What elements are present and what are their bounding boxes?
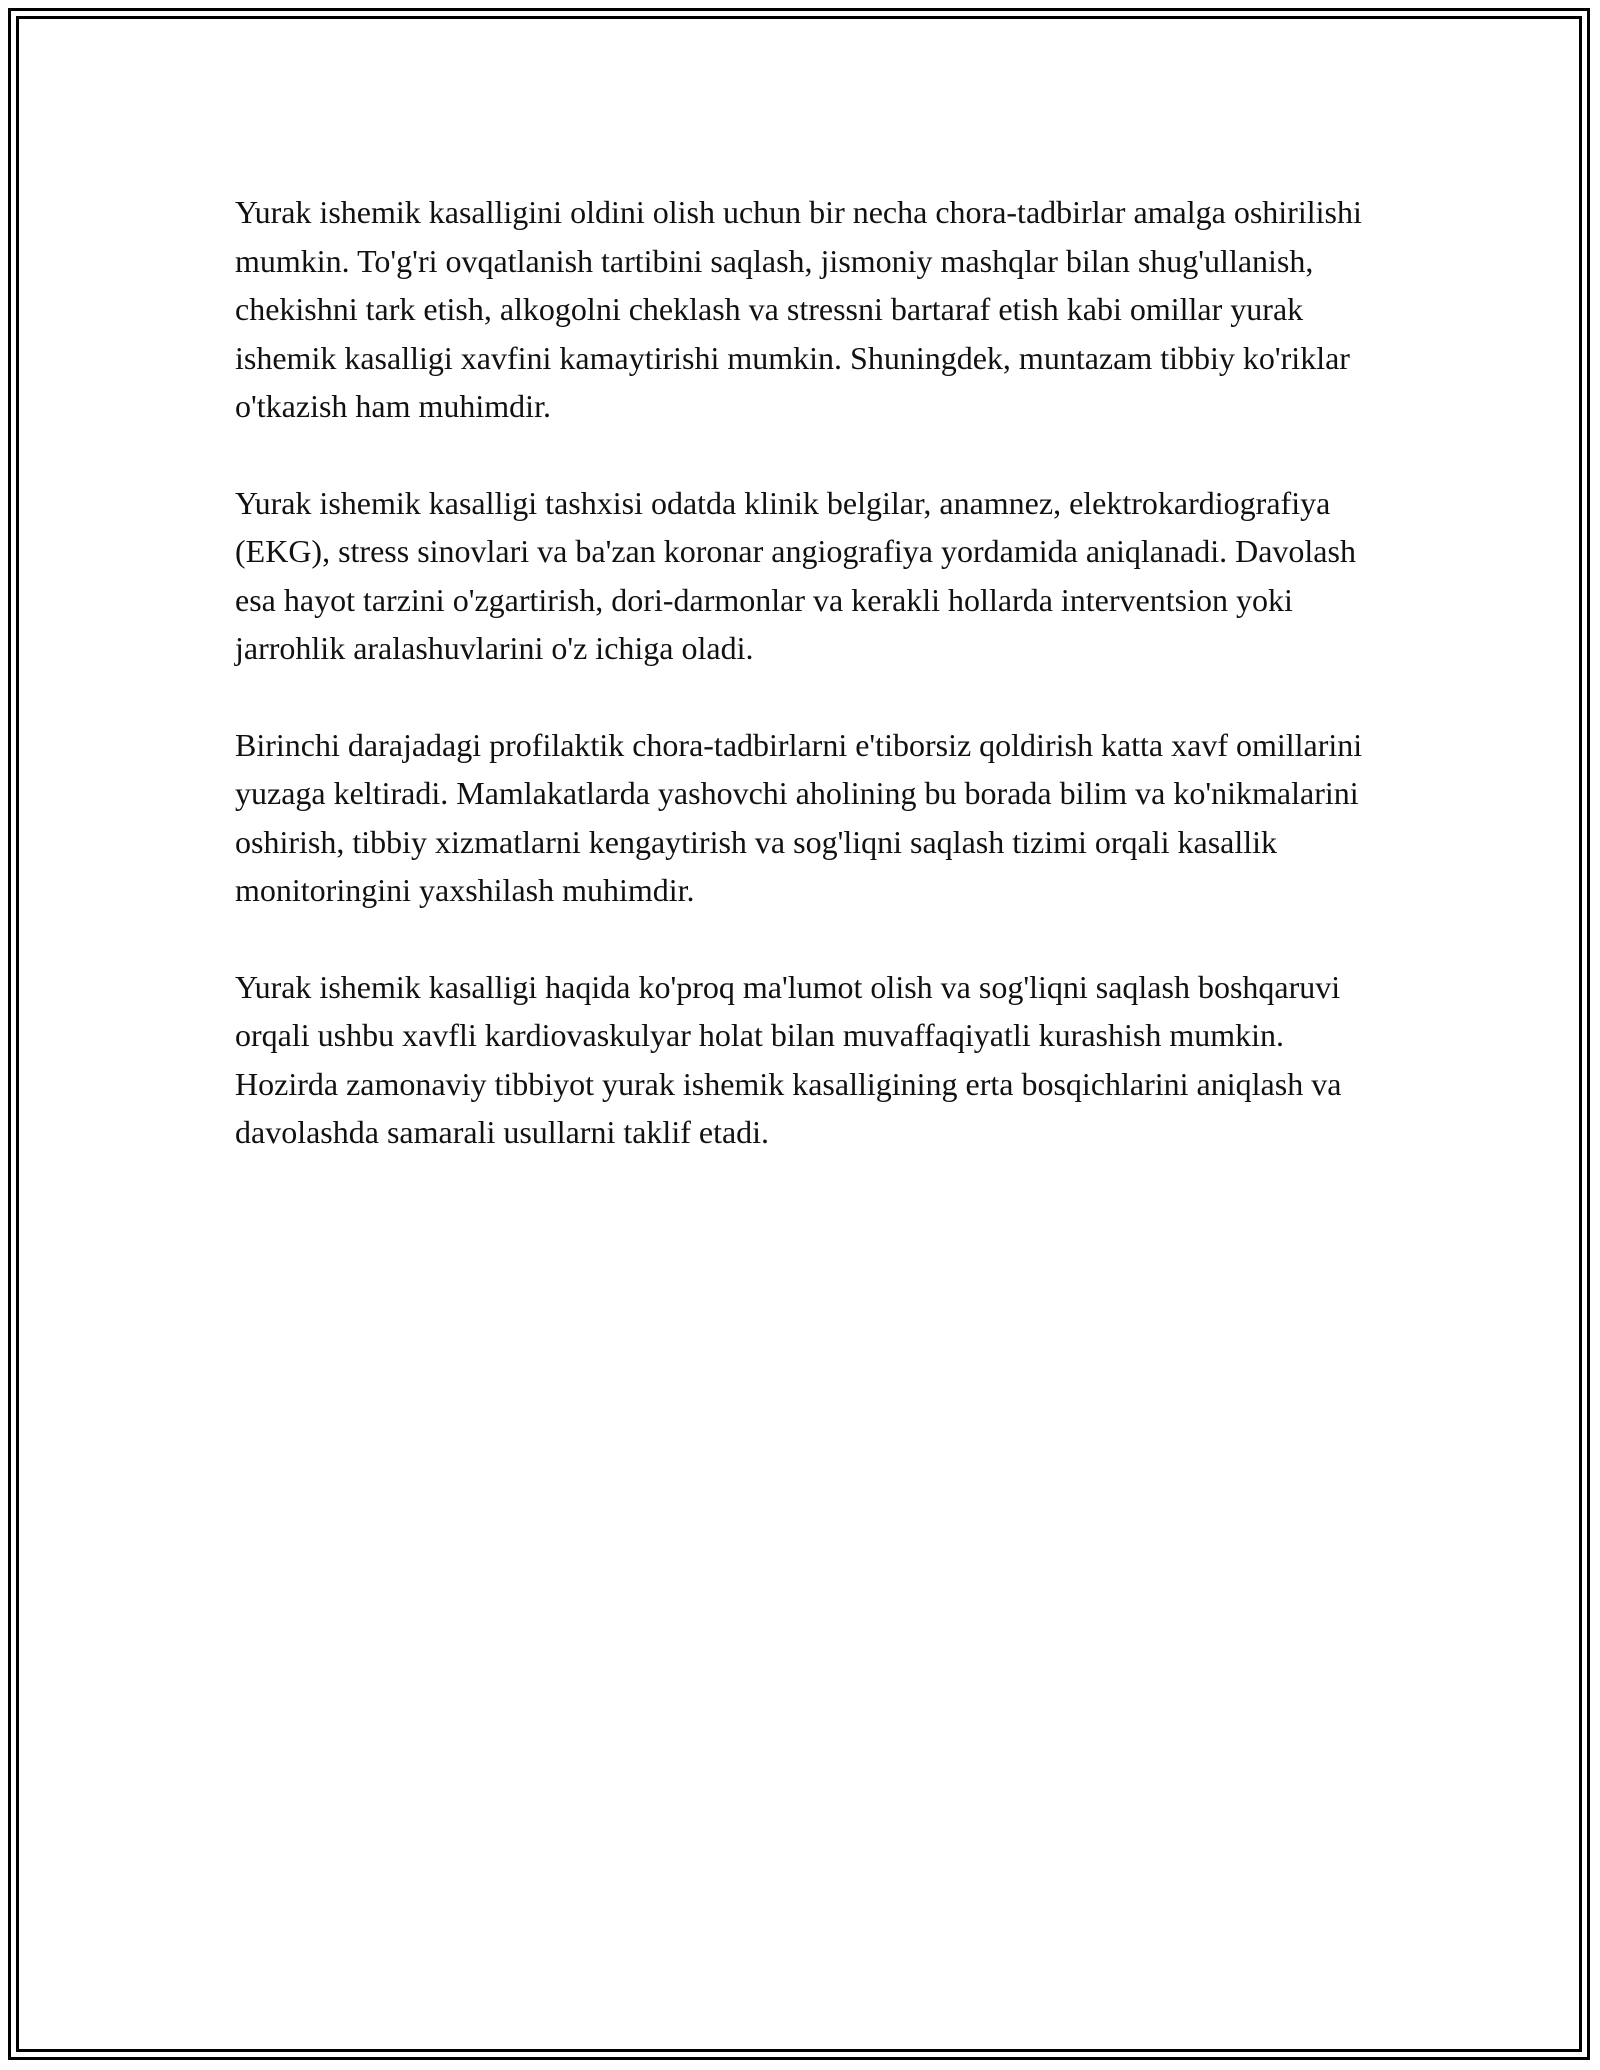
paragraph-conclusion: Yurak ishemik kasalligi haqida ko'proq ma'lumot olish va sog'liqni saqlash boshqaruvi orqali ushbu xavfli kardiovaskulyar holat bilan muvaffaqiyatli kurashish mumkin. Hozirda zamonaviy tibbiyot yurak ishemik kasalligining erta bosqichlarini aniqlash va davolashda samarali usullarni taklif etadi.: [235, 968, 1342, 1150]
paragraph-diagnosis: Yurak ishemik kasalligi tashxisi odatda klinik belgilar, anamnez, elektrokardiografiya (EKG), stress sinovlari va ba'zan koronar angiografiya yordamida aniqlanadi. Davolash esa hayot tarzini o'zgartirish, dori-darmonlar va kerakli hollarda interventsion yoki jarrohlik aralashuvlarini o'z ichiga oladi.: [235, 484, 1356, 666]
paragraph-primary-prevention: Birinchi darajadagi profilaktik chora-tadbirlarni e'tiborsiz qoldirish katta xavf omillarini yuzaga keltiradi. Mamlakatlarda yashovchi aholining bu borada bilim va ko'nikmalarini oshirish, tibbiy xizmatlarni kengaytirish va sog'liqni saqlash tizimi orqali kasallik monitoringini yaxshilash muhimdir.: [235, 726, 1363, 908]
document-body: [235, 188, 1365, 1205]
paragraph-prevention: Yurak ishemik kasalligini oldini olish uchun bir necha chora-tadbirlar amalga oshirilishi mumkin. To'g'ri ovqatlanish tartibini saqlash, jismoniy mashqlar bilan shug'ullanish, chekishni tark etish, alkogolni cheklash va stressni bartaraf etish kabi omillar yurak ishemik kasalligi xavfini kamaytirishi mumkin. Shuningdek, muntazam tibbiy ko'riklar o'tkazish ham muhimdir.: [235, 194, 1362, 424]
